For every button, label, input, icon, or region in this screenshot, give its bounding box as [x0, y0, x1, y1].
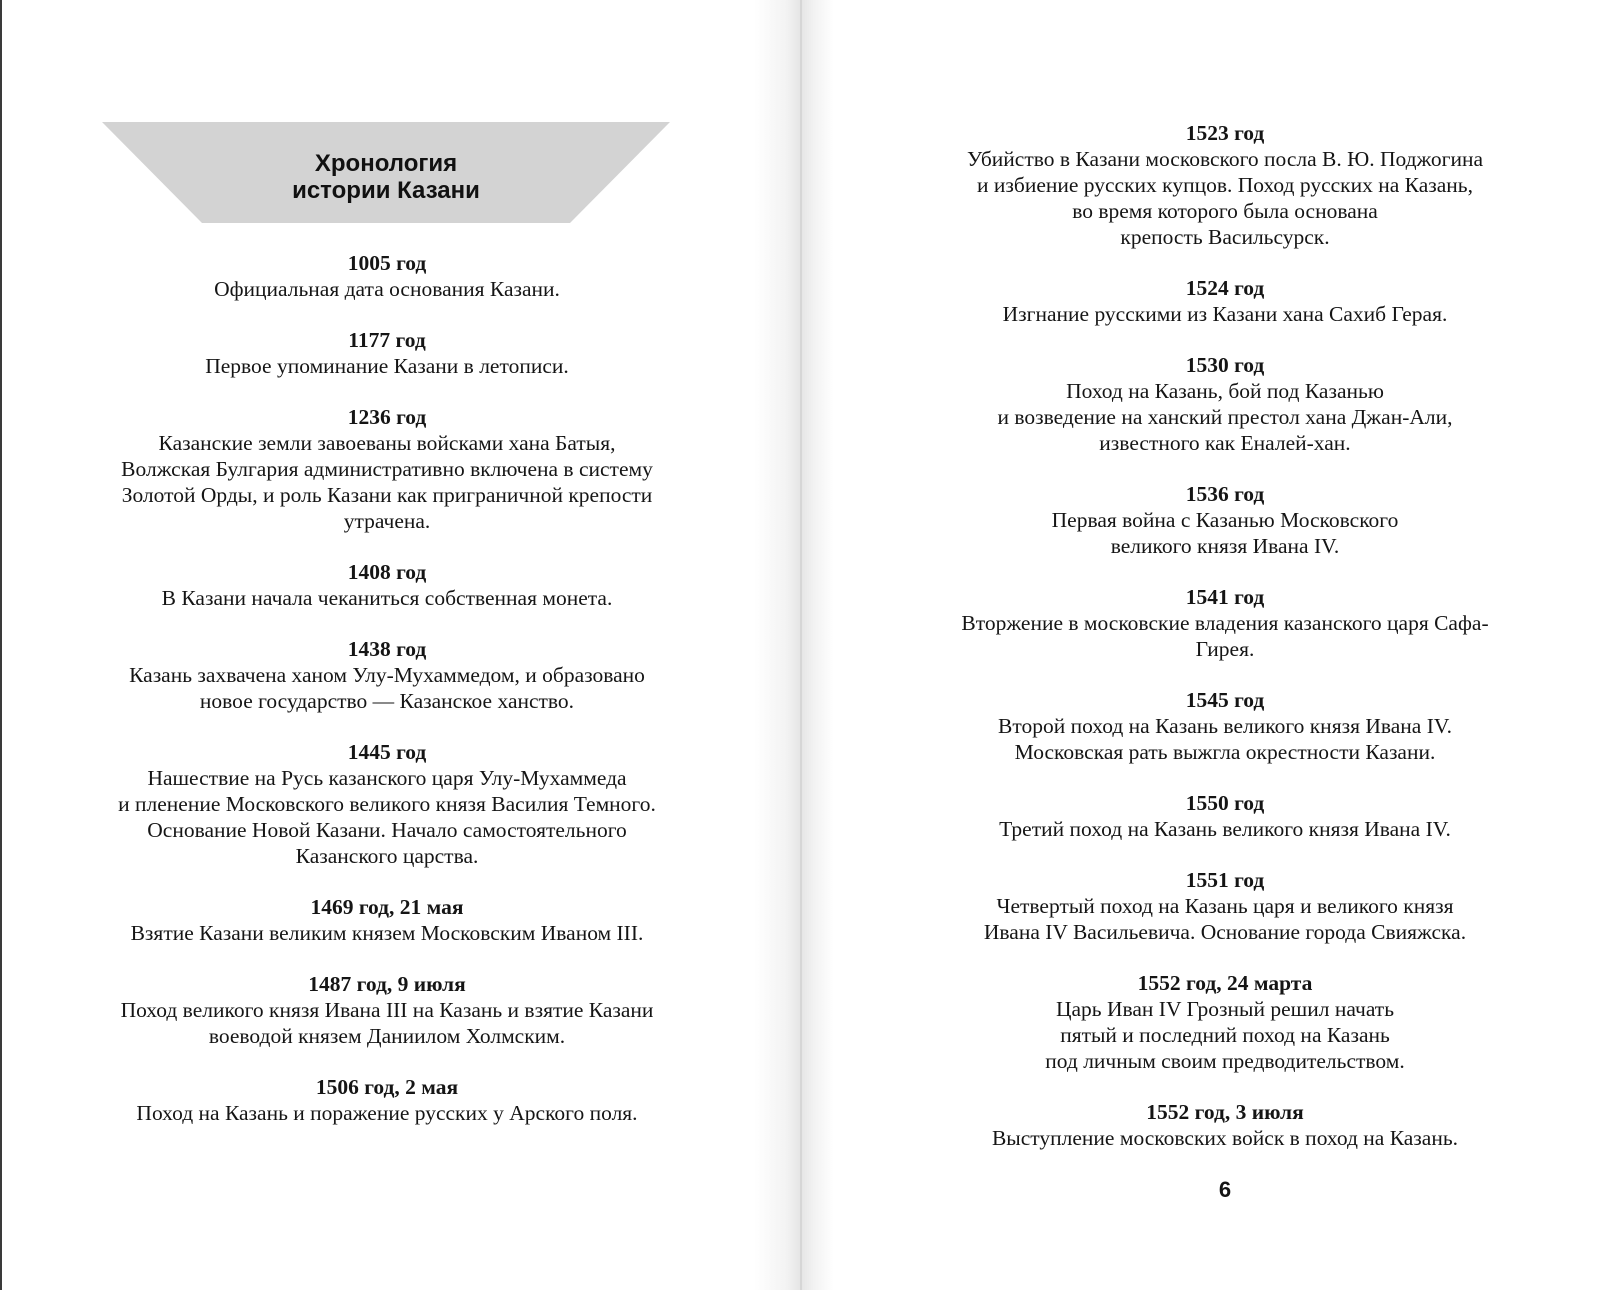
left-chronology-column	[72, 250, 702, 1151]
entry-text-line: Вторжение в московские владения казанского царя Сафа-	[961, 611, 1489, 635]
entry-text-line: Поход на Казань и поражение русских у Арского поля.	[136, 1101, 638, 1125]
entry-text-line: и избиение русских купцов. Поход русских на Казань,	[977, 173, 1473, 197]
entry-text-line: В Казани начала чеканиться собственная монета.	[161, 586, 613, 610]
entry-year: 1487 год, 9 июля	[308, 972, 466, 996]
entry-year: 1408 год	[347, 560, 427, 584]
page-number: 6	[1218, 1177, 1232, 1202]
chronology-entry	[72, 739, 702, 869]
entry-year: 1177 год	[348, 328, 426, 352]
entry-text-line: Первое упоминание Казани в летописи.	[205, 354, 569, 378]
entry-text-line: и пленение Московского великого князя Василия Темного.	[118, 792, 656, 816]
entry-text-line: Золотой Орды, и роль Казани как приграничной крепости	[121, 483, 653, 507]
entry-year: 1524 год	[1185, 276, 1265, 300]
chronology-entry	[72, 404, 702, 534]
entry-year: 1445 год	[347, 740, 427, 764]
entry-text-line: Изгнание русскими из Казани хана Сахиб Герая.	[1002, 302, 1448, 326]
entry-year: 1005 год	[347, 251, 427, 275]
entry-year: 1552 год, 3 июля	[1146, 1100, 1304, 1124]
entry-text-line: Нашествие на Русь казанского царя Улу-Мухаммеда	[147, 766, 627, 790]
page-title	[102, 150, 670, 204]
chronology-entry	[72, 636, 702, 714]
entry-year: 1541 год	[1185, 585, 1265, 609]
entry-text-line: Царь Иван IV Грозный решил начать	[1055, 997, 1395, 1021]
entry-text-line: Ивана IV Васильевича. Основание города Свияжска.	[983, 920, 1467, 944]
entry-year: 1530 год	[1185, 353, 1265, 377]
entry-text-line: и возведение на ханский престол хана Джан-Али,	[997, 405, 1453, 429]
entry-year: 1236 год	[347, 405, 427, 429]
entry-year: 1438 год	[347, 637, 427, 661]
chronology-entry	[905, 120, 1545, 250]
chronology-entry	[72, 971, 702, 1049]
chronology-entry	[905, 352, 1545, 456]
entry-text-line: Московская рать выжгла окрестности Казани.	[1014, 740, 1436, 764]
chronology-entry	[905, 1099, 1545, 1151]
entry-text-line: новое государство — Казанское ханство.	[199, 689, 575, 713]
entry-text-line: Выступление московских войск в поход на Казань.	[991, 1126, 1459, 1150]
entry-text-line: Казанского царства.	[295, 844, 479, 868]
entry-text-line: воеводой князем Даниилом Холмским.	[208, 1024, 566, 1048]
entry-text-line: Поход великого князя Ивана III на Казань и взятие Казани	[120, 998, 654, 1022]
chronology-entry	[905, 867, 1545, 945]
chronology-entry	[72, 559, 702, 611]
entry-text-line: Основание Новой Казани. Начало самостоятельного	[147, 818, 627, 842]
entry-year: 1551 год	[1185, 868, 1265, 892]
entry-text-line: Волжская Булгария административно включена в систему	[121, 457, 653, 481]
entry-year: 1550 год	[1185, 791, 1265, 815]
entry-text-line: Взятие Казани великим князем Московским Иваном III.	[130, 921, 644, 945]
entry-year: 1552 год, 24 марта	[1137, 971, 1313, 995]
right-chronology-column	[905, 120, 1545, 1176]
entry-text-line: Первая война с Казанью Московского	[1051, 508, 1399, 532]
entry-text-line: Убийство в Казани московского посла В. Ю. Поджогина	[966, 147, 1483, 171]
entry-text-line: известного как Еналей-хан.	[1099, 431, 1351, 455]
chronology-entry	[905, 584, 1545, 662]
chronology-entry	[72, 894, 702, 946]
chronology-entry	[905, 275, 1545, 327]
chronology-entry	[905, 790, 1545, 842]
chronology-entry	[905, 481, 1545, 559]
entry-text-line: великого князя Ивана IV.	[1110, 534, 1340, 558]
title-line-2: истории Казани	[292, 177, 480, 204]
chronology-entry	[905, 970, 1545, 1074]
entry-text-line: Официальная дата основания Казани.	[214, 277, 560, 301]
entry-text-line: утрачена.	[343, 509, 431, 533]
entry-year: 1536 год	[1185, 482, 1265, 506]
entry-text-line: Третий поход на Казань великого князя Ивана IV.	[999, 817, 1451, 841]
entry-text-line: Второй поход на Казань великого князя Ивана IV.	[998, 714, 1452, 738]
entry-text-line: Четвертый поход на Казань царя и великого князя	[996, 894, 1454, 918]
entry-year: 1545 год	[1185, 688, 1265, 712]
entry-text-line: крепость Васильсурск.	[1120, 225, 1330, 249]
entry-text-line: Поход на Казань, бой под Казанью	[1066, 379, 1384, 403]
entry-text-line: Казань захвачена ханом Улу-Мухаммедом, и образовано	[129, 663, 645, 687]
entry-text-line: во время которого была основана	[1072, 199, 1378, 223]
entry-text-line: Казанские земли завоеваны войсками хана Батыя,	[158, 431, 616, 455]
chronology-entry	[905, 687, 1545, 765]
entry-year: 1523 год	[1185, 121, 1265, 145]
title-banner	[102, 122, 670, 223]
entry-year: 1506 год, 2 мая	[315, 1075, 459, 1099]
entry-text-line: пятый и последний поход на Казань	[1060, 1023, 1390, 1047]
chronology-entry	[72, 250, 702, 302]
chronology-entry	[72, 327, 702, 379]
chronology-entry	[72, 1074, 702, 1126]
entry-year: 1469 год, 21 мая	[310, 895, 464, 919]
entry-text-line: Гирея.	[1195, 637, 1255, 661]
entry-text-line: под личным своим предводительством.	[1045, 1049, 1405, 1073]
title-line-1: Хронология	[314, 150, 458, 177]
